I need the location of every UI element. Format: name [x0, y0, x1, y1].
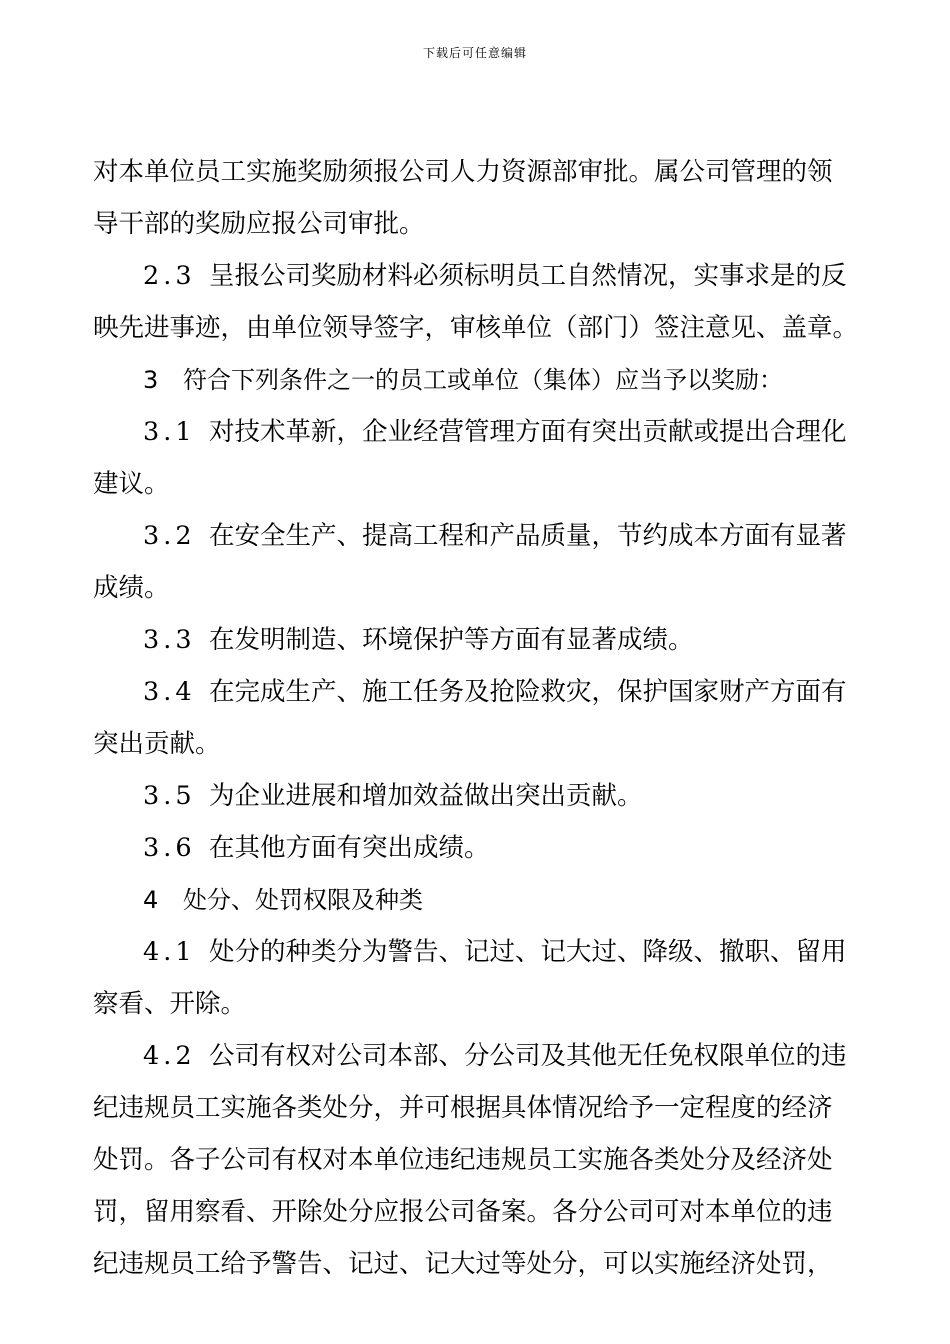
section-title: 处分、处罚权限及种类	[183, 886, 423, 914]
clause-text: 呈报公司奖励材料必须标明员工自然情况，实事求是的反	[209, 261, 847, 291]
clause-3-4	[93, 666, 851, 718]
text-line: 导干部的奖励应报公司审批。	[93, 209, 425, 239]
clause-number: 3.6	[143, 833, 196, 863]
clause-3-1	[93, 406, 851, 458]
text-line: 处罚。各子公司有权对本单位违纪违规员工实施各类处分及经济处	[93, 1145, 833, 1175]
clause-text: 为企业进展和增加效益做出突出贡献。	[209, 781, 643, 811]
clause-text: 在发明制造、环境保护等方面有显著成绩。	[209, 625, 694, 655]
clause-text: 公司有权对公司本部、分公司及其他无任免权限单位的违	[209, 1041, 847, 1071]
clause-number: 4.2	[143, 1041, 196, 1071]
document-body	[93, 146, 859, 1290]
clause-number: 3.2	[143, 521, 196, 551]
clause-number: 3.3	[143, 625, 196, 655]
clause-number: 4.1	[143, 937, 196, 967]
clause-4-1	[93, 926, 851, 978]
clause-3-2	[93, 510, 851, 562]
clause-number: 3.5	[143, 781, 196, 811]
clause-4-2	[93, 1030, 851, 1082]
clause-text: 在完成生产、施工任务及抢险救灾，保护国家财产方面有	[209, 677, 847, 707]
text-line: 成绩。	[93, 573, 170, 603]
text-line: 纪违规员工实施各类处分，并可根据具体情况给予一定程度的经济	[93, 1093, 833, 1123]
text-line: 对本单位员工实施奖励须报公司人力资源部审批。属公司管理的领	[93, 157, 833, 187]
text-line: 纪违规员工给予警告、记过、记大过等处分，可以实施经济处罚，	[93, 1249, 833, 1279]
text-line: 察看、开除。	[93, 989, 247, 1019]
section-number: 4	[143, 886, 159, 914]
clause-2-3	[93, 250, 851, 302]
clause-number: 2.3	[143, 261, 196, 291]
section-heading-4	[93, 874, 851, 926]
clause-text: 在其他方面有突出成绩。	[209, 833, 490, 863]
clause-text: 处分的种类分为警告、记过、记大过、降级、撤职、留用	[209, 937, 847, 967]
section-heading-3	[93, 354, 851, 406]
clause-3-5	[93, 770, 851, 822]
page-header: 下载后可任意编辑	[422, 46, 527, 60]
text-line: 突出贡献。	[93, 729, 221, 759]
text-line: 映先进事迹，由单位领导签字，审核单位（部门）签注意见、盖章。	[93, 313, 859, 343]
section-title: 符合下列条件之一的员工或单位（集体）应当予以奖励：	[183, 366, 783, 394]
clause-3-3	[93, 614, 851, 666]
clause-text: 在安全生产、提高工程和产品质量，节约成本方面有显著	[209, 521, 847, 551]
text-line: 罚，留用察看、开除处分应报公司备案。各分公司可对本单位的违	[93, 1197, 833, 1227]
clause-number: 3.4	[143, 677, 196, 707]
text-line: 建议。	[93, 469, 170, 499]
clause-3-6	[93, 822, 851, 874]
clause-text: 对技术革新，企业经营管理方面有突出贡献或提出合理化	[209, 417, 847, 447]
section-number: 3	[143, 366, 159, 394]
clause-number: 3.1	[143, 417, 196, 447]
